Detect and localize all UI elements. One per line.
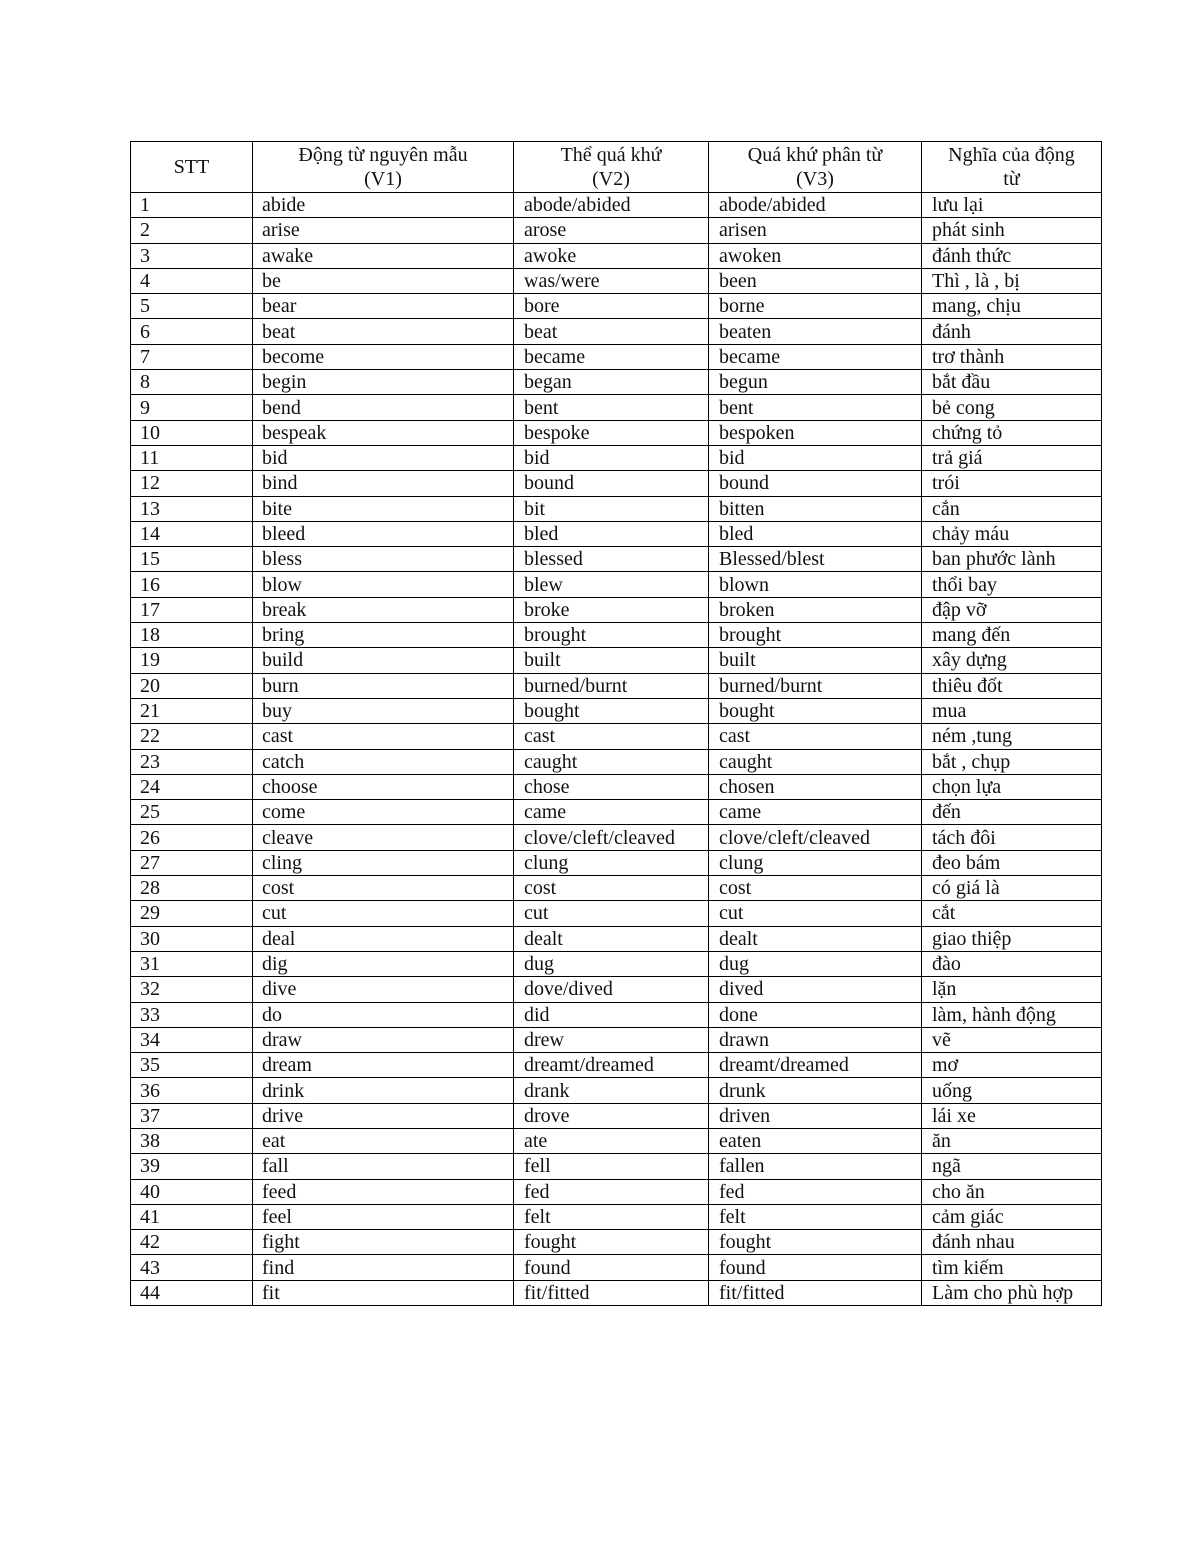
cell-meaning: cắn <box>922 496 1102 521</box>
cell-meaning: tách đôi <box>922 825 1102 850</box>
cell-stt: 44 <box>131 1280 253 1305</box>
cell-infinitive: blow <box>253 572 514 597</box>
cell-infinitive: do <box>253 1002 514 1027</box>
cell-infinitive: cut <box>253 901 514 926</box>
cell-past-participle: beaten <box>709 319 922 344</box>
table-row <box>131 648 1102 673</box>
cell-past-participle: cut <box>709 901 922 926</box>
cell-past-participle: arisen <box>709 218 922 243</box>
cell-infinitive: fall <box>253 1154 514 1179</box>
cell-past-participle: fit/fitted <box>709 1280 922 1305</box>
table-row <box>131 445 1102 470</box>
cell-infinitive: build <box>253 648 514 673</box>
header-v2-line1: Thể quá khứ <box>560 144 662 166</box>
cell-past-simple: fought <box>514 1230 709 1255</box>
cell-stt: 26 <box>131 825 253 850</box>
cell-meaning: trả giá <box>922 445 1102 470</box>
cell-infinitive: beat <box>253 319 514 344</box>
cell-past-simple: cast <box>514 724 709 749</box>
header-row <box>131 142 1102 193</box>
cell-meaning: lưu lại <box>922 193 1102 218</box>
cell-infinitive: buy <box>253 698 514 723</box>
table-row <box>131 673 1102 698</box>
cell-past-simple: dreamt/dreamed <box>514 1053 709 1078</box>
table-row <box>131 193 1102 218</box>
table-body <box>131 193 1102 1306</box>
cell-meaning: chảy máu <box>922 521 1102 546</box>
table-row <box>131 294 1102 319</box>
cell-meaning: Thì , là , bị <box>922 268 1102 293</box>
cell-infinitive: bear <box>253 294 514 319</box>
cell-infinitive: bind <box>253 471 514 496</box>
cell-past-participle: chosen <box>709 774 922 799</box>
cell-past-participle: fought <box>709 1230 922 1255</box>
cell-stt: 24 <box>131 774 253 799</box>
cell-infinitive: feed <box>253 1179 514 1204</box>
cell-meaning: làm, hành động <box>922 1002 1102 1027</box>
cell-meaning: ăn <box>922 1128 1102 1153</box>
table-row <box>131 218 1102 243</box>
cell-past-participle: blown <box>709 572 922 597</box>
cell-past-simple: dealt <box>514 926 709 951</box>
cell-meaning: đập vỡ <box>922 597 1102 622</box>
cell-past-participle: awoken <box>709 243 922 268</box>
cell-past-participle: built <box>709 648 922 673</box>
table-row <box>131 825 1102 850</box>
cell-stt: 20 <box>131 673 253 698</box>
cell-stt: 9 <box>131 395 253 420</box>
cell-past-simple: cut <box>514 901 709 926</box>
cell-stt: 12 <box>131 471 253 496</box>
table-row <box>131 1179 1102 1204</box>
cell-meaning: trơ thành <box>922 344 1102 369</box>
cell-meaning: ném ,tung <box>922 724 1102 749</box>
cell-infinitive: find <box>253 1255 514 1280</box>
table-row <box>131 268 1102 293</box>
cell-infinitive: eat <box>253 1128 514 1153</box>
cell-past-simple: bought <box>514 698 709 723</box>
cell-meaning: phát sinh <box>922 218 1102 243</box>
cell-stt: 14 <box>131 521 253 546</box>
cell-past-simple: ate <box>514 1128 709 1153</box>
cell-past-participle: bound <box>709 471 922 496</box>
cell-infinitive: bless <box>253 547 514 572</box>
cell-stt: 6 <box>131 319 253 344</box>
table-row <box>131 1128 1102 1153</box>
cell-past-simple: became <box>514 344 709 369</box>
cell-meaning: chứng tỏ <box>922 420 1102 445</box>
cell-past-simple: chose <box>514 774 709 799</box>
cell-past-participle: drawn <box>709 1027 922 1052</box>
cell-meaning: trói <box>922 471 1102 496</box>
cell-meaning: lái xe <box>922 1103 1102 1128</box>
table-row <box>131 951 1102 976</box>
table-row <box>131 496 1102 521</box>
cell-past-simple: drank <box>514 1078 709 1103</box>
cell-stt: 42 <box>131 1230 253 1255</box>
cell-infinitive: arise <box>253 218 514 243</box>
header-stt <box>131 142 253 193</box>
table-row <box>131 698 1102 723</box>
cell-past-participle: came <box>709 800 922 825</box>
cell-past-participle: dug <box>709 951 922 976</box>
cell-stt: 21 <box>131 698 253 723</box>
cell-past-participle: done <box>709 1002 922 1027</box>
cell-meaning: cảm giác <box>922 1204 1102 1229</box>
cell-past-participle: abode/abided <box>709 193 922 218</box>
cell-past-simple: clung <box>514 850 709 875</box>
cell-meaning: bẻ cong <box>922 395 1102 420</box>
cell-meaning: đeo bám <box>922 850 1102 875</box>
cell-past-simple: drew <box>514 1027 709 1052</box>
table-row <box>131 1230 1102 1255</box>
cell-stt: 30 <box>131 926 253 951</box>
cell-past-simple: fit/fitted <box>514 1280 709 1305</box>
cell-meaning: đến <box>922 800 1102 825</box>
table-row <box>131 521 1102 546</box>
cell-infinitive: come <box>253 800 514 825</box>
cell-stt: 15 <box>131 547 253 572</box>
cell-past-participle: bid <box>709 445 922 470</box>
cell-meaning: mang, chịu <box>922 294 1102 319</box>
cell-past-simple: bid <box>514 445 709 470</box>
table-row <box>131 572 1102 597</box>
header-v2 <box>514 142 709 193</box>
table-row <box>131 1027 1102 1052</box>
cell-meaning: xây dựng <box>922 648 1102 673</box>
cell-infinitive: bespeak <box>253 420 514 445</box>
cell-past-simple: burned/burnt <box>514 673 709 698</box>
cell-infinitive: become <box>253 344 514 369</box>
cell-past-participle: burned/burnt <box>709 673 922 698</box>
cell-past-simple: bent <box>514 395 709 420</box>
table-row <box>131 1255 1102 1280</box>
header-meaning-line2: từ <box>1003 168 1020 190</box>
cell-meaning: thiêu đốt <box>922 673 1102 698</box>
table-row <box>131 395 1102 420</box>
cell-past-simple: dove/dived <box>514 977 709 1002</box>
cell-meaning: đào <box>922 951 1102 976</box>
cell-stt: 40 <box>131 1179 253 1204</box>
header-v3-line1: Quá khứ phân từ <box>747 144 883 166</box>
table-row <box>131 977 1102 1002</box>
cell-meaning: đánh thức <box>922 243 1102 268</box>
cell-past-participle: cast <box>709 724 922 749</box>
table-row <box>131 1103 1102 1128</box>
cell-past-participle: became <box>709 344 922 369</box>
cell-stt: 18 <box>131 623 253 648</box>
cell-stt: 10 <box>131 420 253 445</box>
cell-infinitive: cost <box>253 876 514 901</box>
cell-past-participle: Blessed/blest <box>709 547 922 572</box>
cell-infinitive: be <box>253 268 514 293</box>
header-stt-line1: STT <box>173 156 210 178</box>
cell-meaning: mơ <box>922 1053 1102 1078</box>
cell-meaning: giao thiệp <box>922 926 1102 951</box>
cell-past-simple: blessed <box>514 547 709 572</box>
cell-infinitive: dig <box>253 951 514 976</box>
cell-past-simple: bespoke <box>514 420 709 445</box>
cell-meaning: đánh <box>922 319 1102 344</box>
cell-stt: 7 <box>131 344 253 369</box>
header-v2-line2: (V2) <box>592 168 630 190</box>
cell-infinitive: choose <box>253 774 514 799</box>
table-row <box>131 1280 1102 1305</box>
irregular-verbs-table <box>130 141 1102 1306</box>
cell-infinitive: cast <box>253 724 514 749</box>
table-row <box>131 774 1102 799</box>
cell-past-simple: drove <box>514 1103 709 1128</box>
table-row <box>131 1053 1102 1078</box>
cell-meaning: có giá là <box>922 876 1102 901</box>
cell-stt: 28 <box>131 876 253 901</box>
cell-stt: 23 <box>131 749 253 774</box>
cell-meaning: mua <box>922 698 1102 723</box>
cell-past-participle: broken <box>709 597 922 622</box>
cell-meaning: cho ăn <box>922 1179 1102 1204</box>
table-row <box>131 1078 1102 1103</box>
cell-infinitive: break <box>253 597 514 622</box>
header-v1 <box>253 142 514 193</box>
cell-stt: 17 <box>131 597 253 622</box>
cell-past-simple: fell <box>514 1154 709 1179</box>
cell-stt: 41 <box>131 1204 253 1229</box>
cell-infinitive: deal <box>253 926 514 951</box>
table-row <box>131 547 1102 572</box>
cell-past-simple: broke <box>514 597 709 622</box>
cell-infinitive: abide <box>253 193 514 218</box>
cell-past-participle: drunk <box>709 1078 922 1103</box>
cell-infinitive: awake <box>253 243 514 268</box>
cell-infinitive: cling <box>253 850 514 875</box>
cell-meaning: lặn <box>922 977 1102 1002</box>
cell-meaning: uống <box>922 1078 1102 1103</box>
cell-stt: 2 <box>131 218 253 243</box>
cell-past-participle: bespoken <box>709 420 922 445</box>
cell-past-participle: bled <box>709 521 922 546</box>
cell-past-participle: clung <box>709 850 922 875</box>
cell-past-simple: bit <box>514 496 709 521</box>
table-row <box>131 420 1102 445</box>
table-row <box>131 901 1102 926</box>
table-row <box>131 623 1102 648</box>
table-row <box>131 319 1102 344</box>
cell-past-participle: begun <box>709 370 922 395</box>
cell-infinitive: bring <box>253 623 514 648</box>
cell-stt: 8 <box>131 370 253 395</box>
header-v1-line1: Động từ nguyên mẫu <box>298 144 468 166</box>
cell-past-simple: found <box>514 1255 709 1280</box>
table-row <box>131 850 1102 875</box>
cell-past-participle: brought <box>709 623 922 648</box>
cell-stt: 34 <box>131 1027 253 1052</box>
cell-meaning: đánh nhau <box>922 1230 1102 1255</box>
cell-past-simple: blew <box>514 572 709 597</box>
table-header <box>131 142 1102 193</box>
header-meaning <box>922 142 1102 193</box>
cell-past-simple: cost <box>514 876 709 901</box>
cell-meaning: chọn lựa <box>922 774 1102 799</box>
cell-stt: 37 <box>131 1103 253 1128</box>
cell-infinitive: dream <box>253 1053 514 1078</box>
cell-past-simple: caught <box>514 749 709 774</box>
cell-stt: 19 <box>131 648 253 673</box>
cell-stt: 33 <box>131 1002 253 1027</box>
cell-past-simple: began <box>514 370 709 395</box>
table-row <box>131 597 1102 622</box>
cell-past-participle: driven <box>709 1103 922 1128</box>
cell-infinitive: catch <box>253 749 514 774</box>
cell-past-participle: eaten <box>709 1128 922 1153</box>
cell-stt: 11 <box>131 445 253 470</box>
table-row <box>131 243 1102 268</box>
table-row <box>131 724 1102 749</box>
header-v1-line2: (V1) <box>364 168 402 190</box>
cell-past-simple: dug <box>514 951 709 976</box>
header-v3-line2: (V3) <box>796 168 834 190</box>
cell-infinitive: bend <box>253 395 514 420</box>
cell-meaning: bắt , chụp <box>922 749 1102 774</box>
cell-stt: 38 <box>131 1128 253 1153</box>
cell-infinitive: bid <box>253 445 514 470</box>
table-row <box>131 800 1102 825</box>
table-row <box>131 1154 1102 1179</box>
cell-past-participle: cost <box>709 876 922 901</box>
cell-past-simple: was/were <box>514 268 709 293</box>
cell-past-simple: bound <box>514 471 709 496</box>
cell-past-simple: felt <box>514 1204 709 1229</box>
cell-meaning: thổi bay <box>922 572 1102 597</box>
cell-past-simple: built <box>514 648 709 673</box>
cell-stt: 31 <box>131 951 253 976</box>
cell-meaning: mang đến <box>922 623 1102 648</box>
cell-infinitive: drink <box>253 1078 514 1103</box>
cell-meaning: ban phước lành <box>922 547 1102 572</box>
cell-stt: 27 <box>131 850 253 875</box>
cell-meaning: bắt đầu <box>922 370 1102 395</box>
cell-infinitive: drive <box>253 1103 514 1128</box>
cell-past-participle: dealt <box>709 926 922 951</box>
cell-stt: 32 <box>131 977 253 1002</box>
cell-past-participle: clove/cleft/cleaved <box>709 825 922 850</box>
cell-past-simple: abode/abided <box>514 193 709 218</box>
cell-infinitive: cleave <box>253 825 514 850</box>
cell-past-simple: beat <box>514 319 709 344</box>
cell-infinitive: draw <box>253 1027 514 1052</box>
cell-stt: 1 <box>131 193 253 218</box>
cell-stt: 25 <box>131 800 253 825</box>
header-v3 <box>709 142 922 193</box>
cell-past-participle: caught <box>709 749 922 774</box>
cell-past-participle: bought <box>709 698 922 723</box>
cell-infinitive: dive <box>253 977 514 1002</box>
cell-stt: 36 <box>131 1078 253 1103</box>
cell-stt: 5 <box>131 294 253 319</box>
cell-stt: 39 <box>131 1154 253 1179</box>
cell-past-participle: been <box>709 268 922 293</box>
cell-past-participle: dreamt/dreamed <box>709 1053 922 1078</box>
cell-infinitive: fight <box>253 1230 514 1255</box>
cell-past-simple: came <box>514 800 709 825</box>
table-row <box>131 749 1102 774</box>
cell-infinitive: fit <box>253 1280 514 1305</box>
cell-past-simple: arose <box>514 218 709 243</box>
cell-past-participle: borne <box>709 294 922 319</box>
cell-past-simple: did <box>514 1002 709 1027</box>
table-row <box>131 471 1102 496</box>
cell-past-simple: clove/cleft/cleaved <box>514 825 709 850</box>
cell-past-simple: bore <box>514 294 709 319</box>
cell-meaning: ngã <box>922 1154 1102 1179</box>
cell-past-participle: dived <box>709 977 922 1002</box>
cell-stt: 3 <box>131 243 253 268</box>
cell-past-simple: fed <box>514 1179 709 1204</box>
cell-past-participle: fallen <box>709 1154 922 1179</box>
cell-stt: 13 <box>131 496 253 521</box>
cell-past-simple: brought <box>514 623 709 648</box>
cell-infinitive: burn <box>253 673 514 698</box>
table-row <box>131 370 1102 395</box>
cell-stt: 29 <box>131 901 253 926</box>
table-row <box>131 926 1102 951</box>
cell-infinitive: begin <box>253 370 514 395</box>
cell-past-simple: awoke <box>514 243 709 268</box>
cell-past-participle: bent <box>709 395 922 420</box>
cell-infinitive: bite <box>253 496 514 521</box>
table-row <box>131 1002 1102 1027</box>
cell-past-simple: bled <box>514 521 709 546</box>
cell-stt: 43 <box>131 1255 253 1280</box>
cell-meaning: cắt <box>922 901 1102 926</box>
cell-infinitive: bleed <box>253 521 514 546</box>
header-meaning-line1: Nghĩa của động <box>948 144 1075 166</box>
cell-stt: 4 <box>131 268 253 293</box>
table-row <box>131 876 1102 901</box>
cell-stt: 16 <box>131 572 253 597</box>
cell-past-participle: felt <box>709 1204 922 1229</box>
cell-infinitive: feel <box>253 1204 514 1229</box>
cell-past-participle: found <box>709 1255 922 1280</box>
cell-meaning: tìm kiếm <box>922 1255 1102 1280</box>
cell-meaning: Làm cho phù hợp <box>922 1280 1102 1305</box>
cell-stt: 22 <box>131 724 253 749</box>
table-row <box>131 344 1102 369</box>
cell-past-participle: bitten <box>709 496 922 521</box>
cell-meaning: vẽ <box>922 1027 1102 1052</box>
cell-past-participle: fed <box>709 1179 922 1204</box>
cell-stt: 35 <box>131 1053 253 1078</box>
table-row <box>131 1204 1102 1229</box>
